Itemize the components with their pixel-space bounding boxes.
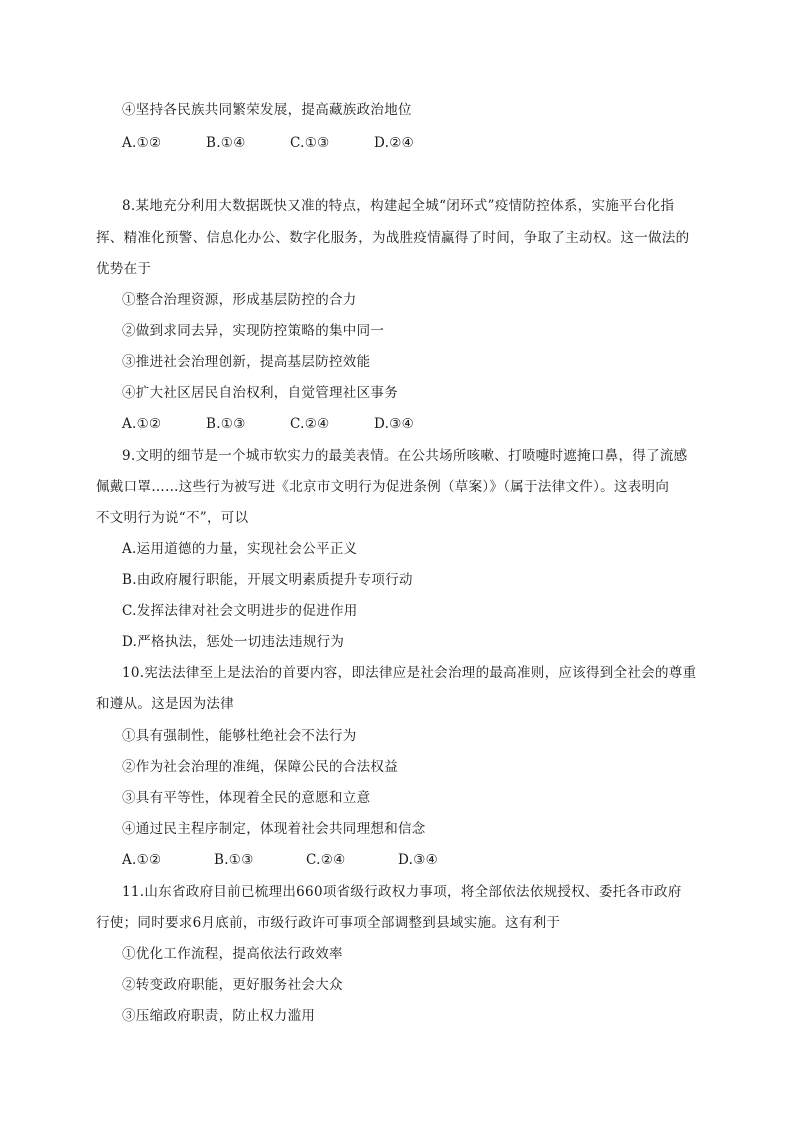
- q9-stem-line-1: 9.文明的细节是一个城市软实力的最美表情。在公共场所咳嗽、打喷嚏时遮掩口鼻，得了流感: [122, 448, 688, 464]
- q8-option-d: D.③④: [374, 416, 415, 432]
- q8-option-a: A.①②: [122, 416, 162, 432]
- q9-option-d: D.严格执法，惩处一切违法违规行为: [122, 634, 345, 650]
- q7-option-d: D.②④: [374, 135, 415, 151]
- q10-stem-line-2: 和遵从。这是因为法律: [96, 696, 234, 712]
- q9-stem-line-2: 佩戴口罩……这些行为被写进《北京市文明行为促进条例（草案）》（属于法律文件）。这表明向: [96, 479, 670, 495]
- q8-stem-line-2: 挥、精准化预警、信息化办公、数字化服务，为战胜疫情赢得了时间，争取了主动权。这一做法的: [96, 230, 690, 246]
- q7-option-a: A.①②: [122, 135, 162, 151]
- q8-stem-line-3: 优势在于: [96, 261, 152, 277]
- q7-option-c: C.①③: [290, 135, 330, 151]
- q10-item-3: ③具有平等性，体现着全民的意愿和立意: [122, 790, 371, 806]
- q10-stem-line-1: 10.宪法法律至上是法治的首要内容，即法律应是社会治理的最高准则，应该得到全社会的尊重: [122, 665, 697, 681]
- q11-stem-line-2: 行使；同时要求6月底前，市级行政许可事项全部调整到县域实施。这有利于: [96, 915, 561, 931]
- q8-item-1: ①整合治理资源，形成基层防控的合力: [122, 292, 357, 308]
- q10-option-a: A.①②: [122, 852, 162, 868]
- q8-option-b: B.①③: [206, 416, 246, 432]
- q8-item-3: ③推进社会治理创新，提高基层防控效能: [122, 354, 371, 370]
- q7-options: [122, 133, 414, 153]
- q10-item-2: ②作为社会治理的准绳，保障公民的合法权益: [122, 759, 398, 775]
- q7-item-4: ④坚持各民族共同繁荣发展，提高藏族政治地位: [122, 102, 412, 118]
- q9-stem-line-3: 不文明行为说“不”，可以: [96, 510, 249, 526]
- q11-item-1: ①优化工作流程，提高依法行政效率: [122, 946, 343, 962]
- q11-item-2: ②转变政府职能，更好服务社会大众: [122, 977, 343, 993]
- q8-option-c: C.②④: [290, 416, 330, 432]
- q9-option-a: A.运用道德的力量，实现社会公平正义: [122, 541, 358, 557]
- q9-option-c: C.发挥法律对社会文明进步的促进作用: [122, 603, 358, 619]
- q9-option-b: B.由政府履行职能，开展文明素质提升专项行动: [122, 572, 413, 588]
- q11-stem-line-1: 11.山东省政府目前已梳理出660项省级行政权力事项，将全部依法依规授权、委托各市政府: [122, 884, 682, 900]
- q8-options: [122, 414, 414, 434]
- q8-item-2: ②做到求同去异，实现防控策略的集中同一: [122, 323, 385, 339]
- q8-item-4: ④扩大社区居民自治权利，自觉管理社区事务: [122, 385, 398, 401]
- q10-item-1: ①具有强制性，能够杜绝社会不法行为: [122, 728, 357, 744]
- q10-item-4: ④通过民主程序制定，体现着社会共同理想和信念: [122, 821, 426, 837]
- q11-item-3: ③压缩政府职责，防止权力滥用: [122, 1008, 316, 1024]
- q10-option-d: D.③④: [398, 852, 439, 868]
- q10-option-b: B.①③: [214, 852, 254, 868]
- q10-options: [122, 850, 438, 870]
- q7-option-b: B.①④: [206, 135, 246, 151]
- q10-option-c: C.②④: [306, 852, 346, 868]
- q8-stem-line-1: 8.某地充分利用大数据既快又准的特点，构建起全城“闭环式”疫情防控体系，实施平台化指: [122, 198, 675, 214]
